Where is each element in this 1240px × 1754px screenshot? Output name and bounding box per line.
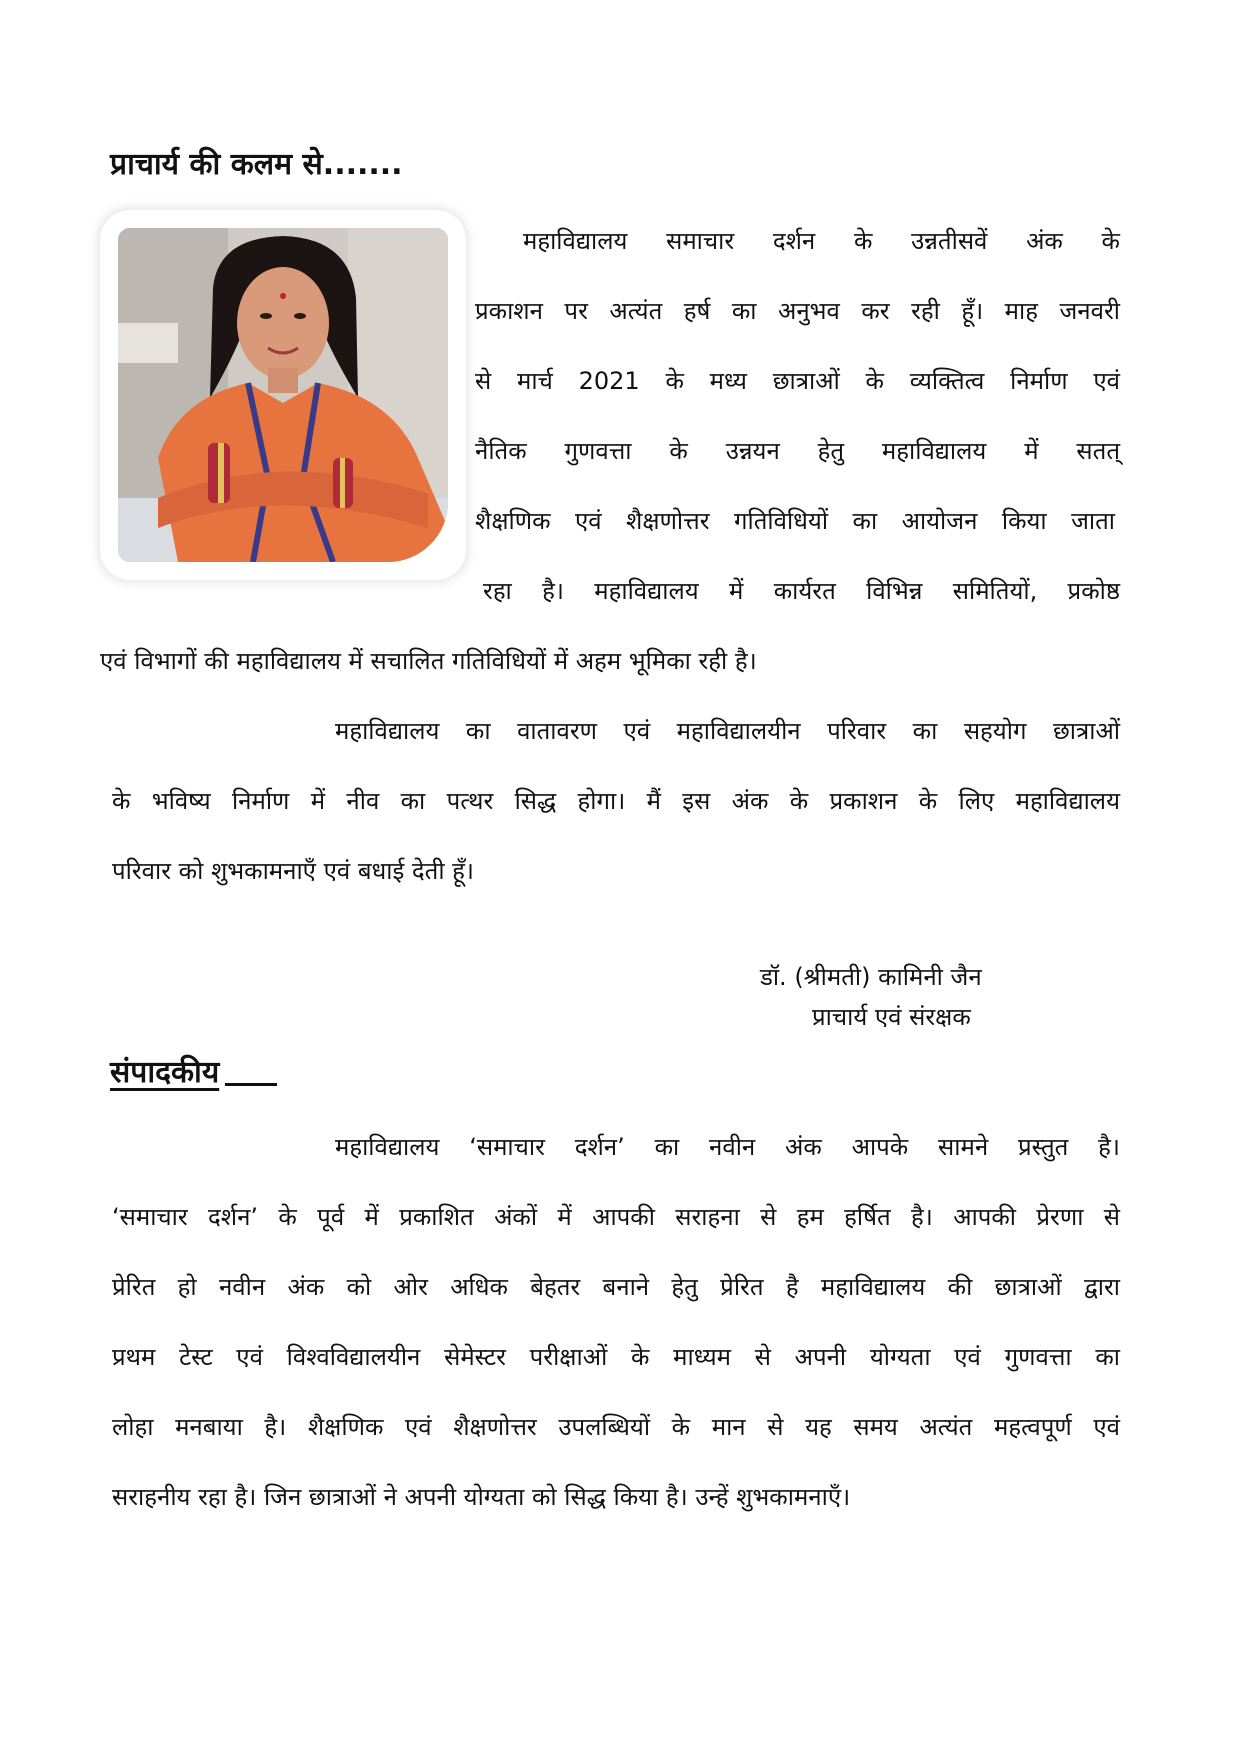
principal-line-10: परिवार को शुभकामनाएँ एवं बधाई देती हूँ। [112, 857, 475, 885]
principal-portrait-image [118, 228, 448, 562]
principal-line-3: से मार्च 2021 के मध्य छात्राओं के व्यक्तित्व निर्माण एवं [475, 367, 1120, 395]
editorial-heading-rule [225, 1083, 277, 1086]
editorial-line-1: महाविद्यालय ‘समाचार दर्शन’ का नवीन अंक आपके सामने प्रस्तुत है। [335, 1133, 1120, 1161]
signature-title: प्राचार्य एवं संरक्षक [812, 1003, 971, 1031]
principal-line-2: प्रकाशन पर अत्यंत हर्ष का अनुभव कर रही हूँ। माह जनवरी [475, 297, 1120, 325]
editorial-line-4: प्रथम टेस्ट एवं विश्वविद्यालयीन सेमेस्टर परीक्षाओं के माध्यम से अपनी योग्यता एवं गुणवत्ता का [112, 1343, 1120, 1371]
principal-line-1: महाविद्यालय समाचार दर्शन के उन्नतीसवें अंक के [523, 227, 1120, 255]
principal-line-5: शैक्षणिक एवं शैक्षणोत्तर गतिविधियों का आयोजन किया जाता [475, 507, 1115, 535]
editorial-heading-text: संपादकीय [110, 1055, 220, 1090]
principal-heading-text: प्राचार्य की कलम से....... [110, 147, 403, 182]
editorial-heading [110, 1050, 277, 1091]
editorial-line-6: सराहनीय रहा है। जिन छात्राओं ने अपनी योग्यता को सिद्ध किया है। उन्हें शुभकामनाएँ। [112, 1483, 851, 1511]
principal-heading [110, 142, 403, 183]
principal-line-8: महाविद्यालय का वातावरण एवं महाविद्यालयीन परिवार का सहयोग छात्राओं [335, 717, 1120, 745]
principal-photo [118, 228, 448, 562]
principal-line-4: नैतिक गुणवत्ता के उन्नयन हेतु महाविद्यालय में सतत् [475, 437, 1120, 465]
principal-line-6: रहा है। महाविद्यालय में कार्यरत विभिन्न समितियों, प्रकोष्ठ [483, 577, 1120, 605]
principal-line-7: एवं विभागों की महाविद्यालय में सचालित गतिविधियों में अहम भूमिका रही है। [100, 647, 757, 675]
editorial-line-5: लोहा मनबाया है। शैक्षणिक एवं शैक्षणोत्तर उपलब्धियों के मान से यह समय अत्यंत महत्वपूर्ण एवं [112, 1413, 1120, 1441]
principal-photo-frame [100, 210, 466, 580]
signature-name: डॉ. (श्रीमती) कामिनी जैन [760, 963, 982, 991]
editorial-line-3: प्रेरित हो नवीन अंक को ओर अधिक बेहतर बनाने हेतु प्रेरित है महाविद्यालय की छात्राओं द्वारा [112, 1273, 1120, 1301]
principal-line-9: के भविष्य निर्माण में नीव का पत्थर सिद्ध होगा। मैं इस अंक के प्रकाशन के लिए महाविद्यालय [112, 787, 1120, 815]
editorial-line-2: ‘समाचार दर्शन’ के पूर्व में प्रकाशित अंकों में आपकी सराहना से हम हर्षित है। आपकी प्रेरणा से [112, 1203, 1120, 1231]
